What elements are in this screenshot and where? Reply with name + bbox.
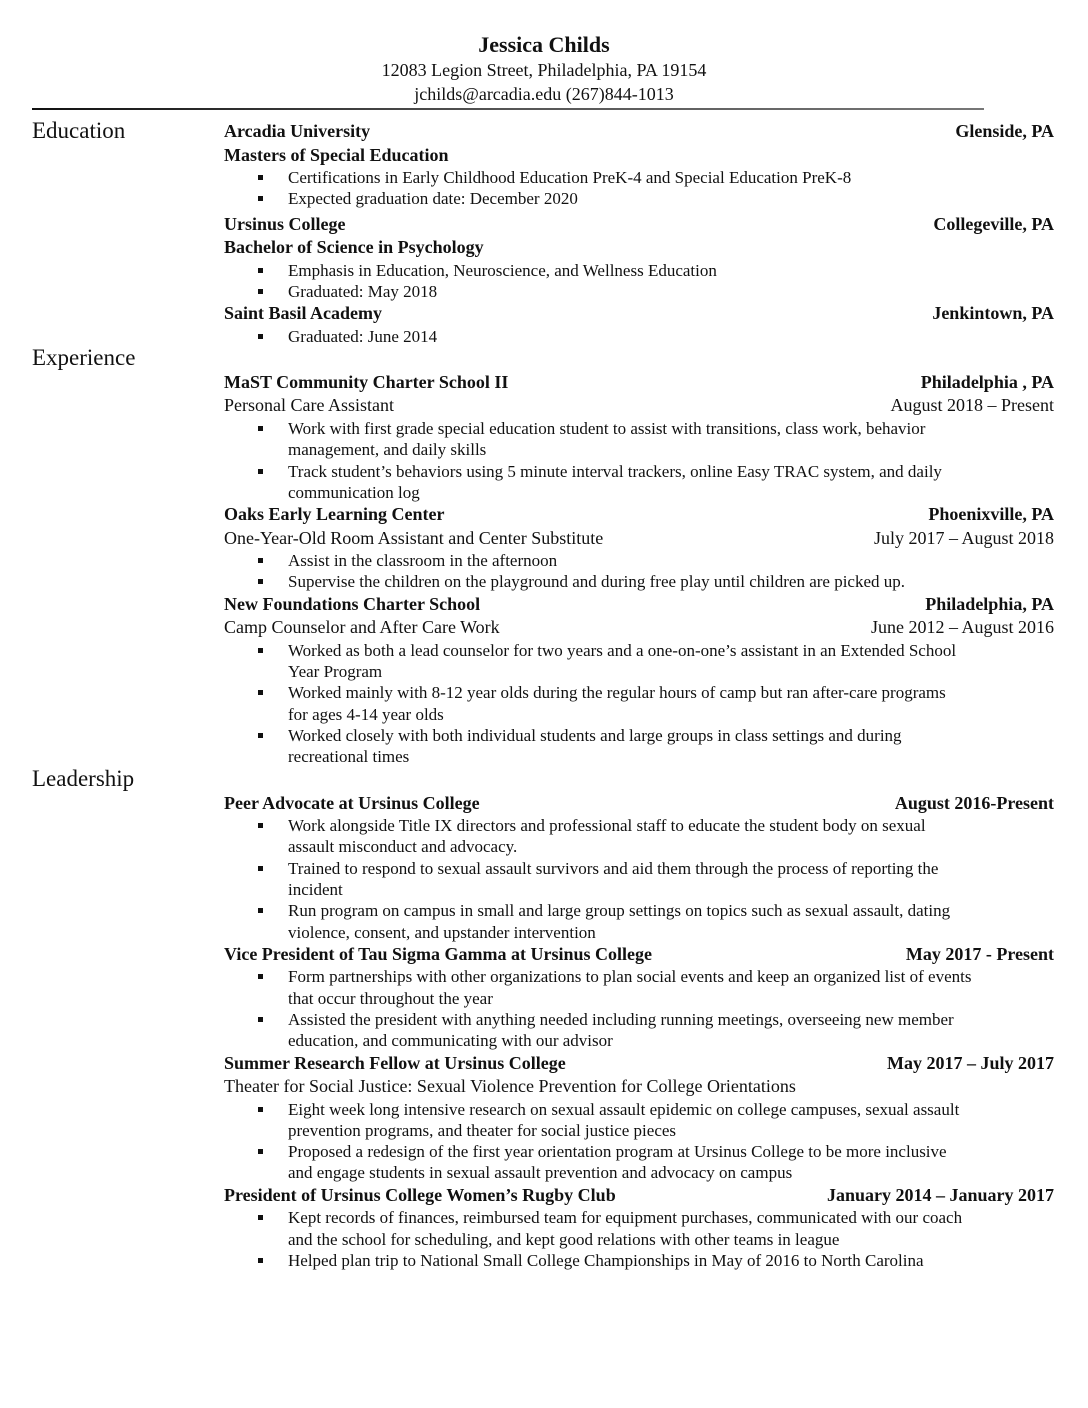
section-title: Leadership — [32, 765, 135, 791]
bullet-text: Assisted the president with anything needed including running meetings, overseeing new member — [288, 1009, 954, 1029]
bullet-item — [224, 640, 1054, 683]
organization: Peer Advocate at Ursinus College — [224, 792, 480, 813]
organization: Saint Basil Academy — [224, 303, 383, 324]
entry — [224, 1052, 1054, 1184]
section-experience — [0, 344, 1088, 768]
bullet-square-icon — [258, 974, 263, 979]
bullet-item — [224, 1250, 1054, 1271]
organization: Vice President of Tau Sigma Gamma at Ursinus College — [224, 943, 652, 964]
entry-meta: Philadelphia, PA — [925, 593, 1054, 614]
bullet-text: Proposed a redesign of the first year orientation program at Ursinus College to be more inclusive — [288, 1142, 947, 1162]
bullet-square-icon — [258, 1149, 263, 1154]
bullet-item — [224, 260, 1054, 281]
bullet-text: Graduated: June 2014 — [288, 326, 438, 346]
entry-subtitle-row — [224, 144, 1054, 168]
entry-header — [224, 302, 1054, 326]
bullet-text: violence, consent, and upstander intervention — [288, 922, 596, 942]
bullet-text: Kept records of finances, reimbursed team for equipment purchases, communicated with our coach — [288, 1208, 963, 1228]
bullet-square-icon — [258, 268, 263, 273]
bullet-text: prevention programs, and theater for social justice pieces — [288, 1120, 677, 1140]
bullet-square-icon — [258, 175, 263, 180]
entry — [224, 943, 1054, 1052]
organization: Oaks Early Learning Center — [224, 504, 445, 525]
entry — [224, 213, 1054, 303]
entry-meta: May 2017 - Present — [905, 943, 1054, 964]
entry-meta: Philadelphia , PA — [920, 371, 1054, 392]
entry-header — [224, 503, 1054, 527]
bullet-text: Emphasis in Education, Neuroscience, and Wellness Education — [288, 260, 717, 280]
bullet-item — [224, 682, 1054, 725]
entry-dates: August 2018 – Present — [890, 395, 1054, 416]
organization: New Foundations Charter School — [224, 593, 481, 614]
bullet-square-icon — [258, 648, 263, 653]
bullet-text: Trained to respond to sexual assault survivors and aid them through the process of reporting the — [288, 858, 939, 878]
bullet-text: communication log — [288, 482, 420, 502]
bullet-text: and the school for scheduling, and kept good relations with other teams in league — [288, 1229, 840, 1249]
bullet-square-icon — [258, 426, 263, 431]
entry-subtitle-row — [224, 1075, 1054, 1099]
bullet-text: Run program on campus in small and large group settings on topics such as sexual assault, dating — [288, 901, 951, 921]
entry-header — [224, 120, 1054, 144]
section-leadership — [0, 765, 1088, 1272]
organization: President of Ursinus College Women’s Rugby Club — [224, 1184, 616, 1205]
bullet-text: management, and daily skills — [288, 440, 487, 460]
bullet-text: Track student’s behaviors using 5 minute interval trackers, online Easy TRAC system, and daily — [288, 461, 942, 481]
bullet-square-icon — [258, 1258, 263, 1263]
bullet-square-icon — [258, 334, 263, 339]
bullet-item — [224, 461, 1054, 504]
entry-subtitle: Theater for Social Justice: Sexual Violence Prevention for College Orientations — [224, 1076, 796, 1097]
bullet-text: and engage students in sexual assault prevention and advocacy on campus — [288, 1163, 793, 1183]
bullet-text: Worked as both a lead counselor for two years and a one-on-one’s assistant in an Extended School — [288, 640, 957, 660]
bullet-text: Form partnerships with other organizations to plan social events and keep an organized list of events — [288, 967, 972, 987]
entry-subtitle: Masters of Special Education — [224, 144, 449, 165]
bullet-text: Supervise the children on the playground and during free play until children are picked up. — [288, 572, 906, 592]
bullet-item — [224, 900, 1054, 943]
entry-header — [224, 792, 1054, 816]
section-spacer — [0, 765, 1088, 792]
entry-header — [224, 371, 1054, 395]
bullet-item — [224, 966, 1054, 1009]
entry — [224, 503, 1054, 593]
bullet-square-icon — [258, 823, 263, 828]
bullet-item — [224, 1009, 1054, 1052]
bullet-text: education, and communicating with our advisor — [288, 1031, 613, 1051]
entry-meta: Jenkintown, PA — [932, 303, 1054, 324]
entry-dates: July 2017 – August 2018 — [873, 527, 1054, 548]
bullet-item — [224, 188, 1054, 209]
entry — [224, 371, 1054, 503]
bullet-text: Worked mainly with 8-12 year olds during the regular hours of camp but ran after-care programs — [288, 683, 946, 703]
bullet-text: Eight week long intensive research on sexual assault epidemic on college campuses, sexual assault — [288, 1099, 960, 1119]
entry-subtitle: Camp Counselor and After Care Work — [224, 617, 500, 638]
bullet-text: Assist in the classroom in the afternoon — [288, 551, 558, 571]
bullet-square-icon — [258, 690, 263, 695]
bullet-text: Helped plan trip to National Small College Championships in May of 2016 to North Carolina — [288, 1250, 924, 1270]
entry — [224, 593, 1054, 768]
entry-meta: Glenside, PA — [955, 121, 1054, 141]
entry-subtitle-row — [224, 616, 1054, 640]
address: 12083 Legion Street, Philadelphia, PA 19154 — [381, 60, 707, 80]
section-spacer — [0, 344, 1088, 371]
bullet-text: incident — [288, 879, 343, 899]
bullet-text: that occur throughout the year — [288, 988, 493, 1008]
entry-meta: May 2017 – July 2017 — [886, 1052, 1054, 1073]
entry-subtitle: Bachelor of Science in Psychology — [224, 237, 484, 258]
entry-meta: August 2016-Present — [894, 792, 1054, 813]
bullet-text: Work with first grade special education student to assist with transitions, class work, behavior — [288, 418, 926, 438]
organization: Arcadia University — [224, 121, 371, 141]
entry — [224, 792, 1054, 943]
contact-info: jchilds@arcadia.edu (267)844-1013 — [414, 84, 674, 104]
bullet-square-icon — [258, 289, 263, 294]
entry-meta: January 2014 – January 2017 — [826, 1184, 1054, 1205]
bullet-item — [224, 815, 1054, 858]
entry-subtitle-row — [224, 394, 1054, 418]
resume-body — [0, 120, 1088, 1271]
bullet-item — [224, 1099, 1054, 1142]
entry-header — [224, 213, 1054, 237]
entry-meta: Collegeville, PA — [933, 213, 1054, 234]
bullet-text: for ages 4-14 year olds — [288, 704, 444, 724]
bullet-square-icon — [258, 908, 263, 913]
bullet-text: Year Program — [288, 662, 383, 682]
bullet-text: Work alongside Title IX directors and professional staff to educate the student body on sexual — [288, 816, 926, 836]
header-divider — [32, 108, 984, 110]
section-title: Experience — [32, 344, 136, 370]
bullet-square-icon — [258, 1215, 263, 1220]
bullet-square-icon — [258, 733, 263, 738]
bullet-item — [224, 281, 1054, 302]
entry — [224, 1184, 1054, 1271]
section-education — [0, 120, 1088, 347]
entry-header — [224, 1052, 1054, 1076]
organization: Ursinus College — [224, 213, 346, 234]
entry-header — [224, 943, 1054, 967]
bullet-square-icon — [258, 469, 263, 474]
resume-name: Jessica Childs — [478, 32, 610, 57]
bullet-square-icon — [258, 558, 263, 563]
bullet-item — [224, 858, 1054, 901]
bullet-item — [224, 550, 1054, 571]
entry-subtitle-row — [224, 236, 1054, 260]
bullet-text: Worked closely with both individual students and large groups in class settings and during — [288, 725, 902, 745]
entry-header — [224, 1184, 1054, 1208]
entry — [224, 120, 1054, 213]
bullet-item — [224, 725, 1054, 768]
entry-subtitle: One-Year-Old Room Assistant and Center Substitute — [224, 527, 604, 548]
bullet-item — [224, 1207, 1054, 1250]
bullet-text: Expected graduation date: December 2020 — [288, 189, 578, 209]
entry — [224, 302, 1054, 347]
entry-meta: Phoenixville, PA — [928, 504, 1054, 525]
organization: Summer Research Fellow at Ursinus College — [224, 1052, 566, 1073]
bullet-square-icon — [258, 1017, 263, 1022]
bullet-item — [224, 167, 1054, 188]
bullet-text: assault misconduct and advocacy. — [288, 837, 518, 857]
bullet-square-icon — [258, 196, 263, 201]
entry-dates: June 2012 – August 2016 — [870, 617, 1054, 638]
bullet-square-icon — [258, 579, 263, 584]
entry-subtitle: Personal Care Assistant — [224, 395, 394, 416]
bullet-item — [224, 326, 1054, 347]
bullet-square-icon — [258, 866, 263, 871]
bullet-text: Graduated: May 2018 — [288, 281, 438, 301]
bullet-item — [224, 1141, 1054, 1184]
bullet-text: Certifications in Early Childhood Education PreK-4 and Special Education PreK-8 — [288, 168, 852, 187]
bullet-item — [224, 571, 1054, 592]
organization: MaST Community Charter School II — [224, 371, 509, 392]
entry-subtitle-row — [224, 527, 1054, 551]
bullet-text: recreational times — [288, 747, 410, 767]
bullet-item — [224, 418, 1054, 461]
entry-header — [224, 593, 1054, 617]
section-title: Education — [32, 118, 126, 143]
bullet-square-icon — [258, 1107, 263, 1112]
